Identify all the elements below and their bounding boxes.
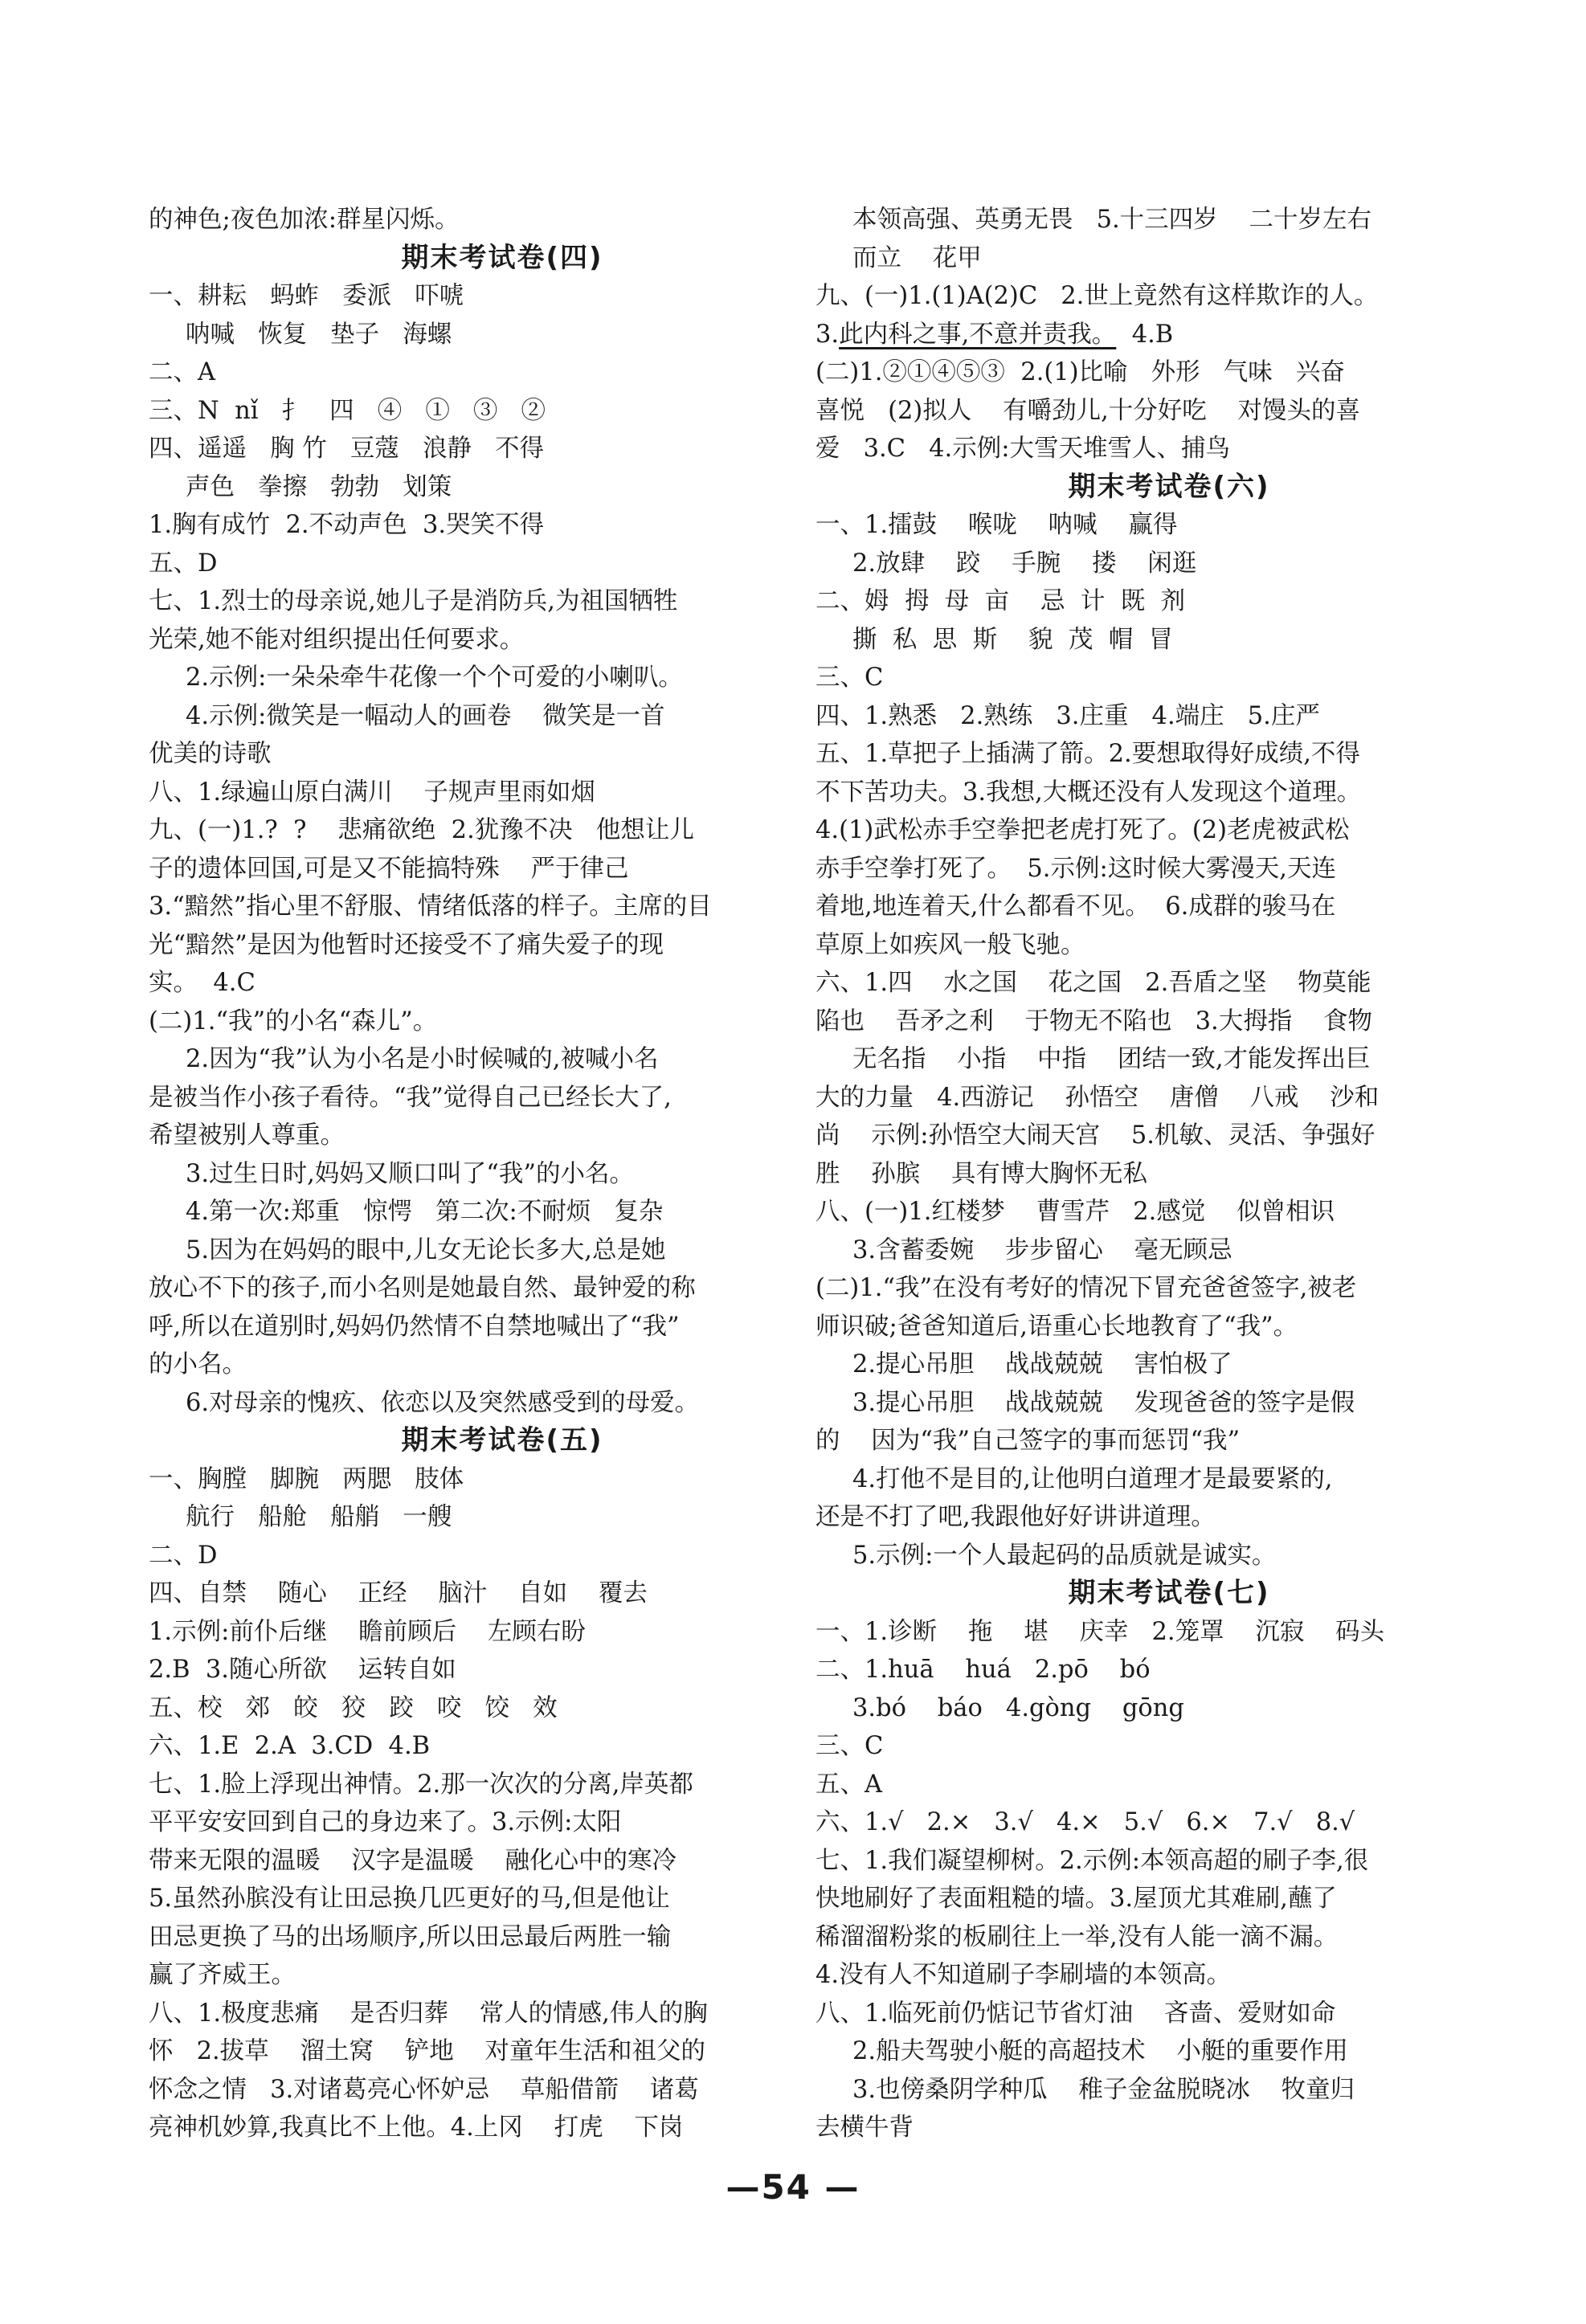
answer-column-left <box>149 201 856 2147</box>
answer-text: 草原上如疾风一般飞驰。 <box>815 930 1085 959</box>
answer-text: 声色 拳擦 勃勃 划策 <box>186 472 452 501</box>
answer-line <box>149 1346 856 1384</box>
answer-text: 二、姆 拇 母 亩 忌 计 既 剂 <box>815 587 1186 615</box>
answer-text: 希望被别人尊重。 <box>149 1121 345 1150</box>
answer-line <box>815 774 1523 812</box>
answer-text: 稀溜溜粉浆的板刷往上一举,没有人能一滴不漏。 <box>815 1922 1339 1951</box>
answer-line <box>815 1995 1523 2033</box>
answer-text: 4.打他不是目的,让他明白道理才是最要紧的, <box>852 1464 1333 1493</box>
answer-line <box>815 850 1523 888</box>
answer-text: 带来无限的温暖 汉字是温暖 融化心中的寒冷 <box>149 1846 677 1875</box>
answer-text: 三、C <box>815 1732 884 1760</box>
answer-text: 3.提心吊胆 战战兢兢 发现爸爸的签字是假 <box>852 1388 1355 1417</box>
answer-line <box>815 1956 1523 1995</box>
answer-text: 八、(一)1.红楼梦 曹雪芹 2.感觉 似曾相识 <box>815 1198 1335 1226</box>
answer-text: 的 因为“我”自己签字的事而惩罚“我” <box>815 1427 1241 1455</box>
answer-line <box>149 1193 856 1231</box>
answer-text: 赢了齐威王。 <box>149 1961 296 1989</box>
answer-text: 撕 私 思 斯 貌 茂 帽 冒 <box>852 625 1174 654</box>
answer-line <box>149 545 856 583</box>
answer-text: 3. <box>815 320 840 349</box>
answer-text-tail: 4.B <box>1116 320 1174 349</box>
answer-text: 五、校 郊 皎 狡 跤 咬 饺 效 <box>149 1693 558 1722</box>
answer-line <box>149 430 856 468</box>
answer-line <box>149 468 856 507</box>
answer-line <box>149 1575 856 1613</box>
answer-line <box>815 964 1523 1003</box>
answer-line <box>149 1651 856 1689</box>
answer-text: 6.对母亲的愧疚、依恋以及突然感受到的母爱。 <box>186 1388 700 1417</box>
answer-text: 三、C <box>815 664 884 692</box>
answer-line <box>149 1155 856 1194</box>
answer-text: 2.提心吊胆 战战兢兢 害怕极了 <box>852 1350 1232 1378</box>
answer-line <box>815 277 1523 316</box>
answer-line <box>149 2109 856 2147</box>
answer-line <box>815 1079 1523 1117</box>
underlined-answer-text: 此内科之事,不意并责我。 <box>839 320 1117 349</box>
answer-text: 无名指 小指 中指 团结一致,才能发挥出巨 <box>852 1045 1371 1073</box>
answer-text: 九、(一)1.? ? 悲痛欲绝 2.犹豫不决 他想让儿 <box>149 816 694 844</box>
answer-text: 爱 3.C 4.示例:大雪天堆雪人、捕鸟 <box>815 435 1230 463</box>
answer-line <box>149 1040 856 1079</box>
answer-line <box>815 506 1523 545</box>
answer-line <box>815 1651 1523 1689</box>
answer-text: 怀 2.拔草 溜土窝 铲地 对童年生活和祖父的 <box>149 2037 706 2065</box>
answer-line <box>815 1766 1523 1804</box>
answer-line <box>149 659 856 697</box>
answer-text: 四、自禁 随心 正经 脑汁 自如 覆去 <box>149 1579 648 1607</box>
answer-line <box>815 1003 1523 1041</box>
answer-text: 1.胸有成竹 2.不动声色 3.哭笑不得 <box>149 511 545 539</box>
answer-text: 期末考试卷(六) <box>1068 470 1270 503</box>
answer-text: 四、1.熟悉 2.熟练 3.庄重 4.端庄 5.庄严 <box>815 701 1320 730</box>
answer-line <box>149 1918 856 1957</box>
answer-line <box>149 1079 856 1117</box>
answer-line <box>149 774 856 812</box>
answer-line <box>815 392 1523 431</box>
answer-text: 八、1.临死前仍惦记节省灯油 吝啬、爱财如命 <box>815 1999 1336 2028</box>
answer-text: 期末考试卷(七) <box>1068 1577 1270 1609</box>
answer-line <box>149 964 856 1003</box>
answer-text: 七、1.脸上浮现出神情。2.那一次次的分离,岸英都 <box>149 1770 693 1799</box>
answer-text: 大的力量 4.西游记 孙悟空 唐僧 八戒 沙和 <box>815 1083 1380 1112</box>
answer-line <box>149 926 856 965</box>
answer-text: 期末考试卷(四) <box>401 241 603 274</box>
answer-line <box>815 1613 1523 1652</box>
answer-line <box>815 545 1523 583</box>
answer-text: 九、(一)1.(1)A(2)C 2.世上竟然有这样欺诈的人。 <box>815 282 1379 310</box>
answer-line <box>815 697 1523 736</box>
answer-text: 本领高强、英勇无畏 5.十三四岁 二十岁左右 <box>852 206 1371 234</box>
answer-text: 六、1.E 2.A 3.CD 4.B <box>149 1732 431 1760</box>
answer-line <box>149 201 856 239</box>
answer-line <box>815 582 1523 621</box>
answer-text: 3.过生日时,妈妈又顺口叫了“我”的小名。 <box>186 1159 634 1188</box>
answer-text: 六、1.√ 2.× 3.√ 4.× 5.√ 6.× 7.√ 8.√ <box>815 1808 1355 1836</box>
answer-line <box>149 582 856 621</box>
answer-text: 还是不打了吧,我跟他好好讲讲道理。 <box>815 1503 1216 1531</box>
answer-line <box>815 2032 1523 2071</box>
answer-line <box>815 1498 1523 1537</box>
page-number: —54 — <box>726 2167 860 2207</box>
answer-line <box>149 353 856 392</box>
answer-line <box>149 1995 856 2033</box>
answer-line <box>815 2071 1523 2110</box>
answer-line <box>149 1956 856 1995</box>
answer-line <box>815 2109 1523 2147</box>
answer-text: 八、1.极度悲痛 是否归葬 常人的情感,伟人的胸 <box>149 1999 708 2028</box>
answer-text: 一、1.擂鼓 喉咙 呐喊 赢得 <box>815 511 1178 539</box>
answer-line <box>815 1727 1523 1766</box>
answer-text: 五、1.草把子上插满了箭。2.要想取得好成绩,不得 <box>815 740 1360 768</box>
answer-text: 八、1.绿遍山原白满川 子规声里雨如烟 <box>149 778 595 807</box>
answer-text: 陷也 吾矛之利 于物无不陷也 3.大拇指 食物 <box>815 1007 1373 1035</box>
section-heading <box>815 468 1523 507</box>
answer-line <box>815 1308 1523 1346</box>
answer-text: 5.因为在妈妈的眼中,儿女无论长多大,总是她 <box>186 1236 666 1264</box>
section-heading <box>149 1422 856 1460</box>
answer-line <box>815 1842 1523 1881</box>
answer-text: 3.bó báo 4.gòng gōng <box>852 1693 1184 1722</box>
answer-text: 七、1.烈士的母亲说,她儿子是消防兵,为祖国牺牲 <box>149 587 678 615</box>
answer-text: 二、A <box>149 358 216 386</box>
answer-text: 六、1.四 水之国 花之国 2.吾盾之坚 物莫能 <box>815 969 1371 997</box>
answer-text: 优美的诗歌 <box>149 740 272 768</box>
answer-text: (二)1.“我”在没有考好的情况下冒充爸爸签字,被老 <box>815 1274 1357 1302</box>
answer-line <box>815 1155 1523 1194</box>
answer-line <box>815 659 1523 697</box>
answer-line <box>149 697 856 736</box>
answer-text: 2.B 3.随心所欲 运转自如 <box>149 1656 456 1684</box>
answer-text: 尚 示例:孙悟空大闹天宫 5.机敏、灵活、争强好 <box>815 1121 1375 1150</box>
answer-line <box>815 201 1523 239</box>
answer-text: 去横牛背 <box>815 2114 914 2142</box>
answer-text: 三、N nǐ 扌 四 ④ ① ③ ② <box>149 396 546 425</box>
answer-text: 着地,地连着天,什么都看不见。 6.成群的骏马在 <box>815 892 1336 921</box>
answer-text: 5.虽然孙膑没有让田忌换几匹更好的马,但是他让 <box>149 1885 670 1913</box>
answer-text: 呼,所以在道别时,妈妈仍然情不自禁地喊出了“我” <box>149 1312 680 1341</box>
answer-text: 3.“黯然”指心里不舒服、情绪低落的样子。主席的目 <box>149 892 712 921</box>
answer-line <box>149 850 856 888</box>
answer-text: 四、遥遥 胸 竹 豆蔻 浪静 不得 <box>149 435 545 463</box>
answer-text: 五、A <box>815 1770 883 1799</box>
answer-line <box>815 1918 1523 1957</box>
section-heading <box>815 1575 1523 1613</box>
answer-line <box>815 1880 1523 1918</box>
answer-line <box>149 1803 856 1842</box>
answer-line <box>149 888 856 926</box>
answer-line <box>149 1613 856 1652</box>
answer-text: 是被当作小孩子看待。“我”觉得自己已经长大了, <box>149 1083 672 1112</box>
answer-text: 师识破;爸爸知道后,语重心长地教育了“我”。 <box>815 1312 1298 1341</box>
answer-line <box>815 1803 1523 1842</box>
answer-text: 期末考试卷(五) <box>401 1424 603 1456</box>
answer-text: 胜 孙膑 具有博大胸怀无私 <box>815 1159 1148 1188</box>
answer-text: 4.第一次:郑重 惊愕 第二次:不耐烦 复杂 <box>186 1198 664 1226</box>
answer-line <box>815 430 1523 468</box>
answer-line <box>149 1727 856 1766</box>
answer-line <box>149 277 856 316</box>
answer-line <box>815 1040 1523 1079</box>
answer-line <box>149 1003 856 1041</box>
answer-text: 航行 船舱 船艄 一艘 <box>186 1503 452 1531</box>
answer-text: 5.示例:一个人最起码的品质就是诚实。 <box>852 1541 1277 1570</box>
answer-text: 五、D <box>149 549 218 578</box>
answer-text: 而立 花甲 <box>852 243 982 272</box>
answer-text: 一、1.诊断 拖 堪 庆幸 2.笼罩 沉寂 码头 <box>815 1617 1385 1646</box>
answer-line <box>815 1231 1523 1270</box>
answer-text: 2.示例:一朵朵牵牛花像一个个可爱的小喇叭。 <box>186 664 683 692</box>
section-heading <box>149 239 856 278</box>
answer-line <box>815 926 1523 965</box>
answer-line <box>149 811 856 850</box>
answer-line <box>149 392 856 431</box>
answer-text: 一、耕耘 蚂蚱 委派 吓唬 <box>149 282 464 310</box>
answer-text: 光荣,她不能对组织提出任何要求。 <box>149 625 525 654</box>
answer-text: 放心不下的孩子,而小名则是她最自然、最钟爱的称 <box>149 1274 696 1302</box>
answer-line <box>149 1231 856 1270</box>
answer-line <box>815 1269 1523 1308</box>
answer-line <box>149 1460 856 1499</box>
answer-text: 4.示例:微笑是一幅动人的画卷 微笑是一首 <box>186 701 665 730</box>
answer-text: 4.(1)武松赤手空拳把老虎打死了。(2)老虎被武松 <box>815 816 1350 844</box>
answer-text: 实。 4.C <box>149 969 255 997</box>
answer-line <box>149 316 856 354</box>
answer-line <box>815 1422 1523 1460</box>
answer-text: 二、D <box>149 1541 218 1570</box>
answer-line <box>149 1880 856 1918</box>
answer-line <box>815 1193 1523 1231</box>
answer-text: 子的遗体回国,可是又不能搞特殊 严于律己 <box>149 854 629 883</box>
answer-text: 的神色;夜色加浓:群星闪烁。 <box>149 206 460 234</box>
answer-line <box>815 1346 1523 1384</box>
answer-line <box>149 2032 856 2071</box>
answer-text: 亮神机妙算,我真比不上他。4.上冈 打虎 下岗 <box>149 2114 684 2142</box>
answer-text: 光“黯然”是因为他暂时还接受不了痛失爱子的现 <box>149 930 664 959</box>
answer-line <box>149 1842 856 1881</box>
answer-text: 怀念之情 3.对诸葛亮心怀妒忌 草船借箭 诸葛 <box>149 2075 699 2104</box>
answer-line <box>815 735 1523 774</box>
answer-text: 的小名。 <box>149 1350 247 1378</box>
answer-text: 呐喊 恢复 垫子 海螺 <box>186 320 452 349</box>
answer-line <box>815 353 1523 392</box>
answer-text: 4.没有人不知道刷子李刷墙的本领高。 <box>815 1961 1232 1989</box>
answer-text: 赤手空拳打死了。 5.示例:这时候大雾漫天,天连 <box>815 854 1336 883</box>
answer-text: 不下苦功夫。3.我想,大概还没有人发现这个道理。 <box>815 778 1362 807</box>
answer-line <box>149 1269 856 1308</box>
answer-text: 3.也傍桑阴学种瓜 稚子金盆脱晓冰 牧童归 <box>852 2075 1355 2104</box>
answer-text: 3.含蓄委婉 步步留心 毫无顾忌 <box>852 1236 1232 1264</box>
answer-line <box>815 1384 1523 1423</box>
answer-text: (二)1.“我”的小名“森儿”。 <box>149 1007 438 1035</box>
answer-line <box>815 1689 1523 1728</box>
answer-line <box>815 239 1523 278</box>
answer-line <box>149 1689 856 1728</box>
answer-line <box>149 621 856 660</box>
answer-line <box>149 1498 856 1537</box>
answer-text: 七、1.我们凝望柳树。2.示例:本领高超的刷子李,很 <box>815 1846 1369 1875</box>
answer-line <box>815 1117 1523 1155</box>
answer-line <box>815 621 1523 660</box>
answer-line <box>149 735 856 774</box>
answer-line <box>149 2071 856 2110</box>
answer-line <box>149 1537 856 1575</box>
answer-line <box>149 1384 856 1423</box>
answer-line <box>815 316 1523 354</box>
answer-text: 1.示例:前仆后继 瞻前顾后 左顾右盼 <box>149 1617 586 1646</box>
answer-line <box>815 1460 1523 1499</box>
answer-line <box>815 888 1523 926</box>
answer-text: 2.放肆 跤 手腕 搂 闲逛 <box>852 549 1197 578</box>
answer-text: 快地刷好了表面粗糙的墙。3.屋顶尤其难刷,蘸了 <box>815 1885 1337 1913</box>
answer-line <box>149 1308 856 1346</box>
answer-text: 2.因为“我”认为小名是小时候喊的,被喊小名 <box>186 1045 659 1073</box>
answer-line <box>815 811 1523 850</box>
answer-text: 平平安安回到自己的身边来了。3.示例:太阳 <box>149 1808 622 1836</box>
answer-line <box>815 1537 1523 1575</box>
answer-line <box>149 1117 856 1155</box>
answer-text: 二、1.huā huá 2.pō bó <box>815 1656 1151 1684</box>
answer-text: 田忌更换了马的出场顺序,所以田忌最后两胜一输 <box>149 1922 672 1951</box>
answer-text: 一、胸膛 脚腕 两腮 肢体 <box>149 1464 464 1493</box>
answer-text: 2.船夫驾驶小艇的高超技术 小艇的重要作用 <box>852 2037 1348 2065</box>
answer-text: 喜悦 (2)拟人 有嚼劲儿,十分好吃 对馒头的喜 <box>815 396 1361 425</box>
answer-column-right <box>815 201 1523 2147</box>
answer-line <box>149 1766 856 1804</box>
answer-text: (二)1.②①④⑤③ 2.(1)比喻 外形 气味 兴奋 <box>815 358 1345 386</box>
answer-line <box>149 506 856 545</box>
